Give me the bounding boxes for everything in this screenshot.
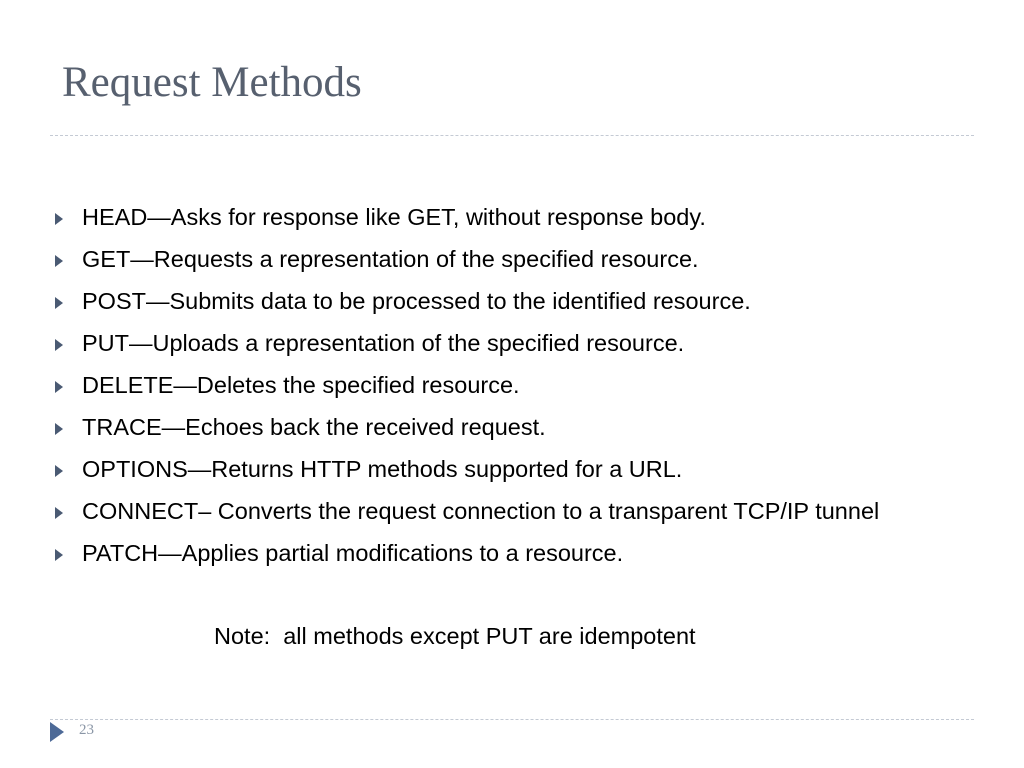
bullet-item [50, 243, 950, 276]
triangle-bullet-icon [55, 213, 63, 225]
bullet-text: TRACE—Echoes back the received request. [82, 414, 546, 440]
bullet-list [50, 201, 950, 579]
bullet-item [50, 201, 950, 234]
bullet-text: POST—Submits data to be processed to the identified resource. [82, 288, 751, 314]
bullet-text: PATCH—Applies partial modifications to a resource. [82, 540, 624, 566]
triangle-bullet-icon [55, 465, 63, 477]
bullet-text: PUT—Uploads a representation of the specified resource. [82, 330, 685, 356]
triangle-bullet-icon [55, 549, 63, 561]
bullet-item [50, 537, 950, 570]
triangle-bullet-icon [55, 381, 63, 393]
triangle-bullet-icon [55, 339, 63, 351]
bullet-text: CONNECT– Converts the request connection to a transparent TCP/IP tunnel [82, 498, 880, 524]
triangle-bullet-icon [55, 423, 63, 435]
bullet-item [50, 495, 950, 528]
footer-divider [50, 719, 974, 720]
slide-number: 23 [79, 722, 94, 738]
title-divider [50, 135, 974, 136]
bullet-text: OPTIONS—Returns HTTP methods supported for a URL. [82, 456, 683, 482]
idempotence-note: Note: all methods except PUT are idempotent [214, 623, 696, 649]
triangle-bullet-icon [55, 507, 63, 519]
bullet-item [50, 453, 950, 486]
bullet-item [50, 327, 950, 360]
bullet-text: DELETE—Deletes the specified resource. [82, 372, 520, 398]
bullet-text: HEAD—Asks for response like GET, without response body. [82, 204, 706, 230]
triangle-bullet-icon [55, 297, 63, 309]
triangle-arrow-icon [50, 722, 64, 742]
triangle-bullet-icon [55, 255, 63, 267]
bullet-item [50, 411, 950, 444]
bullet-text: GET—Requests a representation of the specified resource. [82, 246, 699, 272]
bullet-item [50, 285, 950, 318]
bullet-item [50, 369, 950, 402]
slide-title: Request Methods [62, 59, 362, 106]
